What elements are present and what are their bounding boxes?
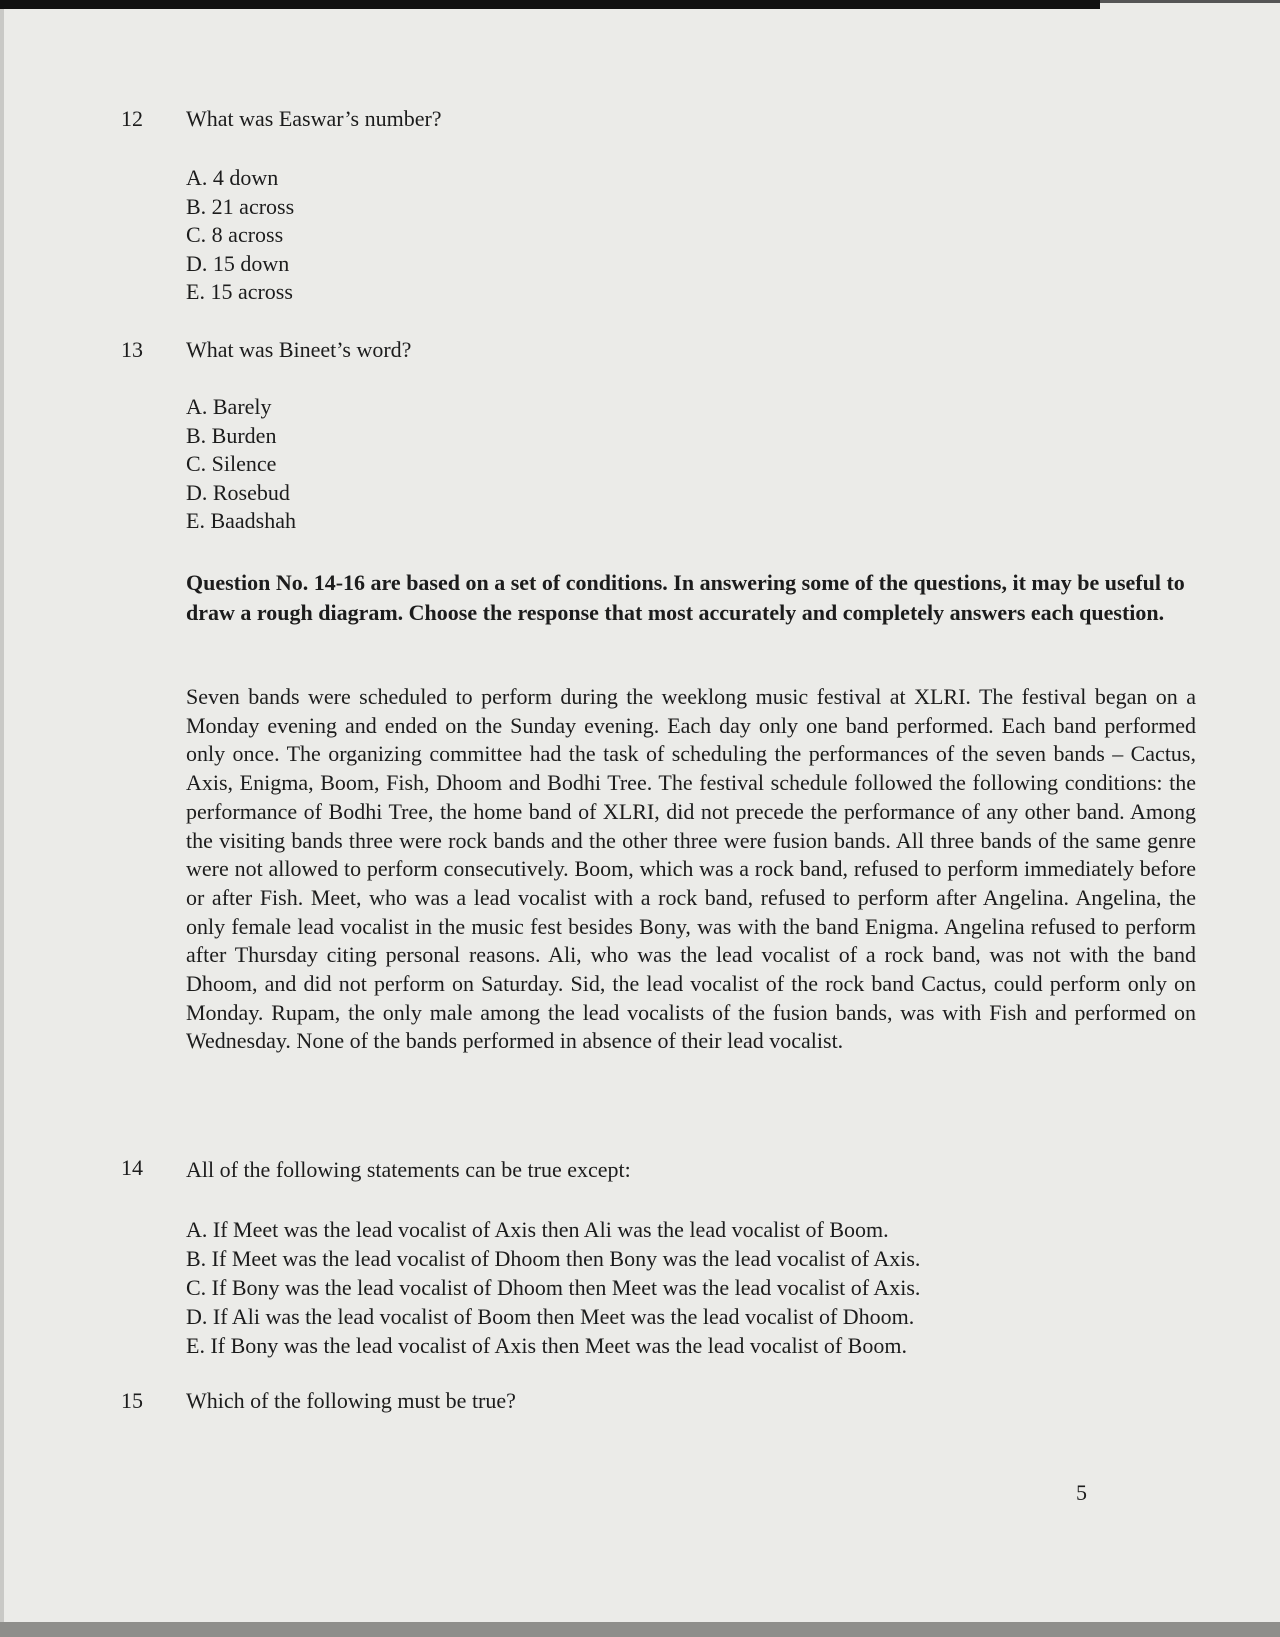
- option-b: B. 21 across: [186, 193, 295, 219]
- scan-bottom-edge: [0, 1622, 1280, 1637]
- answer-options: [186, 393, 296, 536]
- option-e: E. If Bony was the lead vocalist of Axis then Meet was the lead vocalist of Boom.: [186, 1333, 907, 1358]
- question-number: 12: [121, 106, 143, 131]
- question-number: 13: [121, 337, 143, 362]
- option-d: D. If Ali was the lead vocalist of Boom then Meet was the lead vocalist of Dhoom.: [186, 1304, 915, 1329]
- option-b: B. Burden: [186, 422, 277, 448]
- option-a: A. If Meet was the lead vocalist of Axis then Ali was the lead vocalist of Boom.: [186, 1217, 889, 1242]
- answer-options: [186, 1215, 920, 1360]
- option-a: A. Barely: [186, 394, 272, 419]
- answer-options: [186, 164, 294, 307]
- section-heading: Question No. 14-16 are based on a set of conditions. In answering some of the questions, it may be useful to draw a rough diagram. Choose the response that most accurately and completely answers each question.: [186, 570, 1185, 625]
- option-b: B. If Meet was the lead vocalist of Dhoom then Bony was the lead vocalist of Axis.: [186, 1246, 921, 1271]
- option-d: D. Rosebud: [186, 479, 290, 505]
- question-text: What was Easwar’s number?: [186, 106, 442, 131]
- option-d: D. 15 down: [186, 250, 290, 276]
- option-c: C. 8 across: [186, 222, 284, 247]
- option-e: E. 15 across: [186, 279, 293, 304]
- option-a: A. 4 down: [186, 165, 279, 190]
- page-number: 5: [1076, 1480, 1087, 1505]
- question-text: All of the following statements can be true except:: [186, 1157, 631, 1182]
- option-c: C. Silence: [186, 451, 277, 476]
- question-text: Which of the following must be true?: [186, 1388, 516, 1413]
- question-number: 15: [121, 1388, 143, 1413]
- option-e: E. Baadshah: [186, 508, 296, 533]
- question-number: 14: [121, 1155, 143, 1180]
- option-c: C. If Bony was the lead vocalist of Dhoom then Meet was the lead vocalist of Axis.: [186, 1275, 921, 1300]
- conditions-passage: Seven bands were scheduled to perform during the weeklong music festival at XLRI. The festival began on a Monday evening and ended on the Sunday evening. Each day only one band performed. Each band performed only once. The organizing committee had the task of scheduling the performances of the seven bands – Cactus, Axis, Enigma, Boom, Fish, Dhoom and Bodhi Tree. The festival schedule followed the following conditions: the performance of Bodhi Tree, the home band of XLRI, did not precede the performance of any other band. Among the visiting bands three were rock bands and the other three were fusion bands. All three bands of the same genre were not allowed to perform consecutively. Boom, which was a rock band, refused to perform immediately before or after Fish. Meet, who was a lead vocalist with a rock band, refused to perform after Angelina. Angelina, the only female lead vocalist in the music fest besides Bony, was with the band Enigma. Angelina refused to perform after Thursday citing personal reasons. Ali, who was the lead vocalist of a rock band, was not with the band Dhoom, and did not perform on Saturday. Sid, the lead vocalist of the rock band Cactus, could perform only on Monday. Rupam, the only male among the lead vocalists of the fusion bands, was with Fish and performed on Wednesday. None of the bands performed in absence of their lead vocalist.: [186, 684, 1196, 1054]
- question-text: What was Bineet’s word?: [186, 337, 412, 362]
